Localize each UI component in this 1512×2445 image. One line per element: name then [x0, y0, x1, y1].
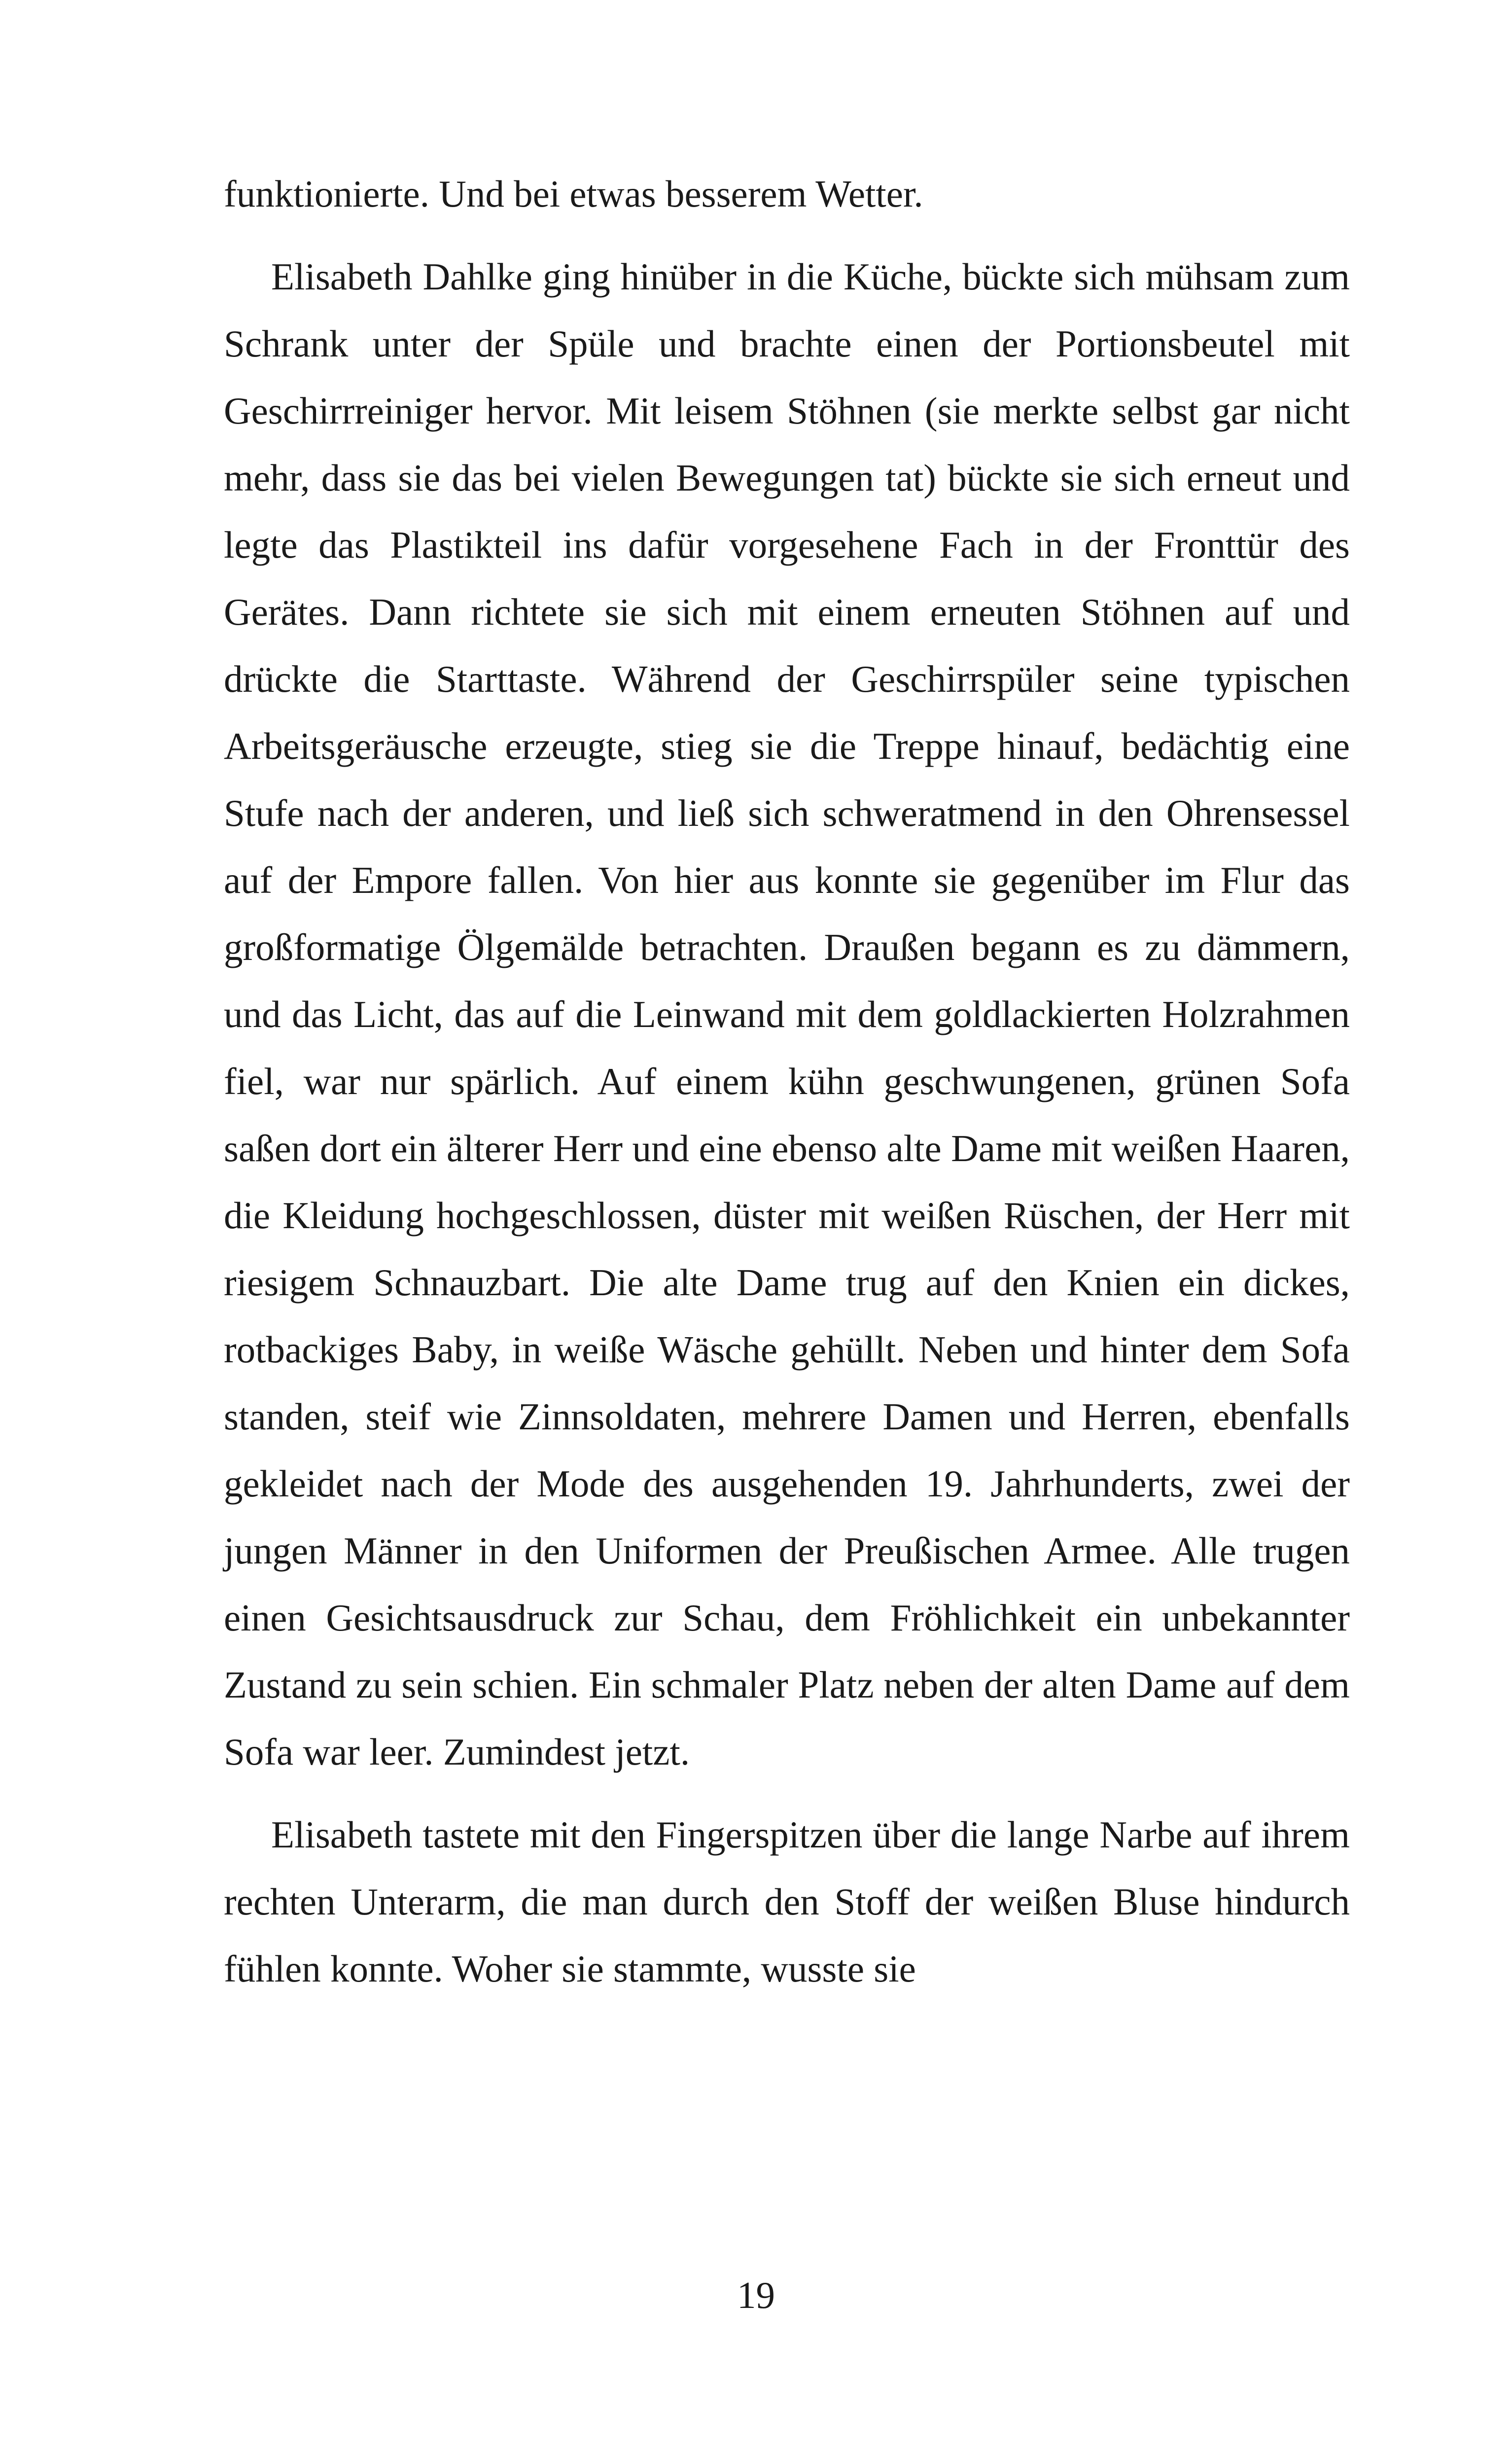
paragraph-scar: Elisabeth tastete mit den Fingerspitzen über die lange Narbe auf ihrem rechten Unterarm, die man durch den Stoff der weißen Bluse hindurch fühlen konnte. Woher sie stammte, wusste sie: [224, 1813, 1350, 1990]
paragraph-dishwasher-painting: Elisabeth Dahlke ging hinüber in die Küche, bückte sich mühsam zum Schrank unter der Spüle und brachte einen der Portionsbeutel mit Geschirrreiniger hervor. Mit leisem Stöhnen (sie merkte selbst gar nicht mehr, dass sie das bei vielen Bewegungen tat) bückte sie sich erneut und legte das Plastikteil ins dafür vorgesehene Fach in der Fronttür des Gerätes. Dann richtete sie sich mit einem erneuten Stöhnen auf und drückte die Starttaste. Während der Geschirrspüler seine typischen Arbeitsgeräusche erzeugte, stieg sie die Treppe hinauf, bedächtig eine Stufe nach der anderen, und ließ sich schweratmend in den Ohrensessel auf der Empore fallen. Von hier aus konnte sie gegenüber im Flur das großformatige Ölgemälde betrachten. Draußen begann es zu dämmern, und das Licht, das auf die Leinwand mit dem goldlackierten Holzrahmen fiel, war nur spärlich. Auf einem kühn geschwungenen, grünen Sofa saßen dort ein älterer Herr und eine ebenso alte Dame mit weißen Haaren, die Kleidung hochgeschlossen, düster mit weißen Rüschen, der Herr mit riesigem Schnauzbart. Die alte Dame trug auf den Knien ein dickes, rotbackiges Baby, in weiße Wäsche gehüllt. Neben und hinter dem Sofa standen, steif wie Zinnsoldaten, mehrere Damen und Herren, ebenfalls gekleidet nach der Mode des ausgehenden 19. Jahrhunderts, zwei der jungen Männer in den Uniformen der Preußischen Armee. Alle trugen einen Gesichtsausdruck zur Schau, dem Fröhlichkeit ein unbekannter Zustand zu sein schien. Ein schmaler Platz neben der alten Dame auf dem Sofa war leer. Zumindest jetzt.: [224, 255, 1350, 1773]
page-number: 19: [737, 2274, 775, 2316]
body-text: [224, 160, 1350, 2002]
paragraph-continuation: funktionierte. Und bei etwas besserem Wetter.: [224, 173, 923, 215]
